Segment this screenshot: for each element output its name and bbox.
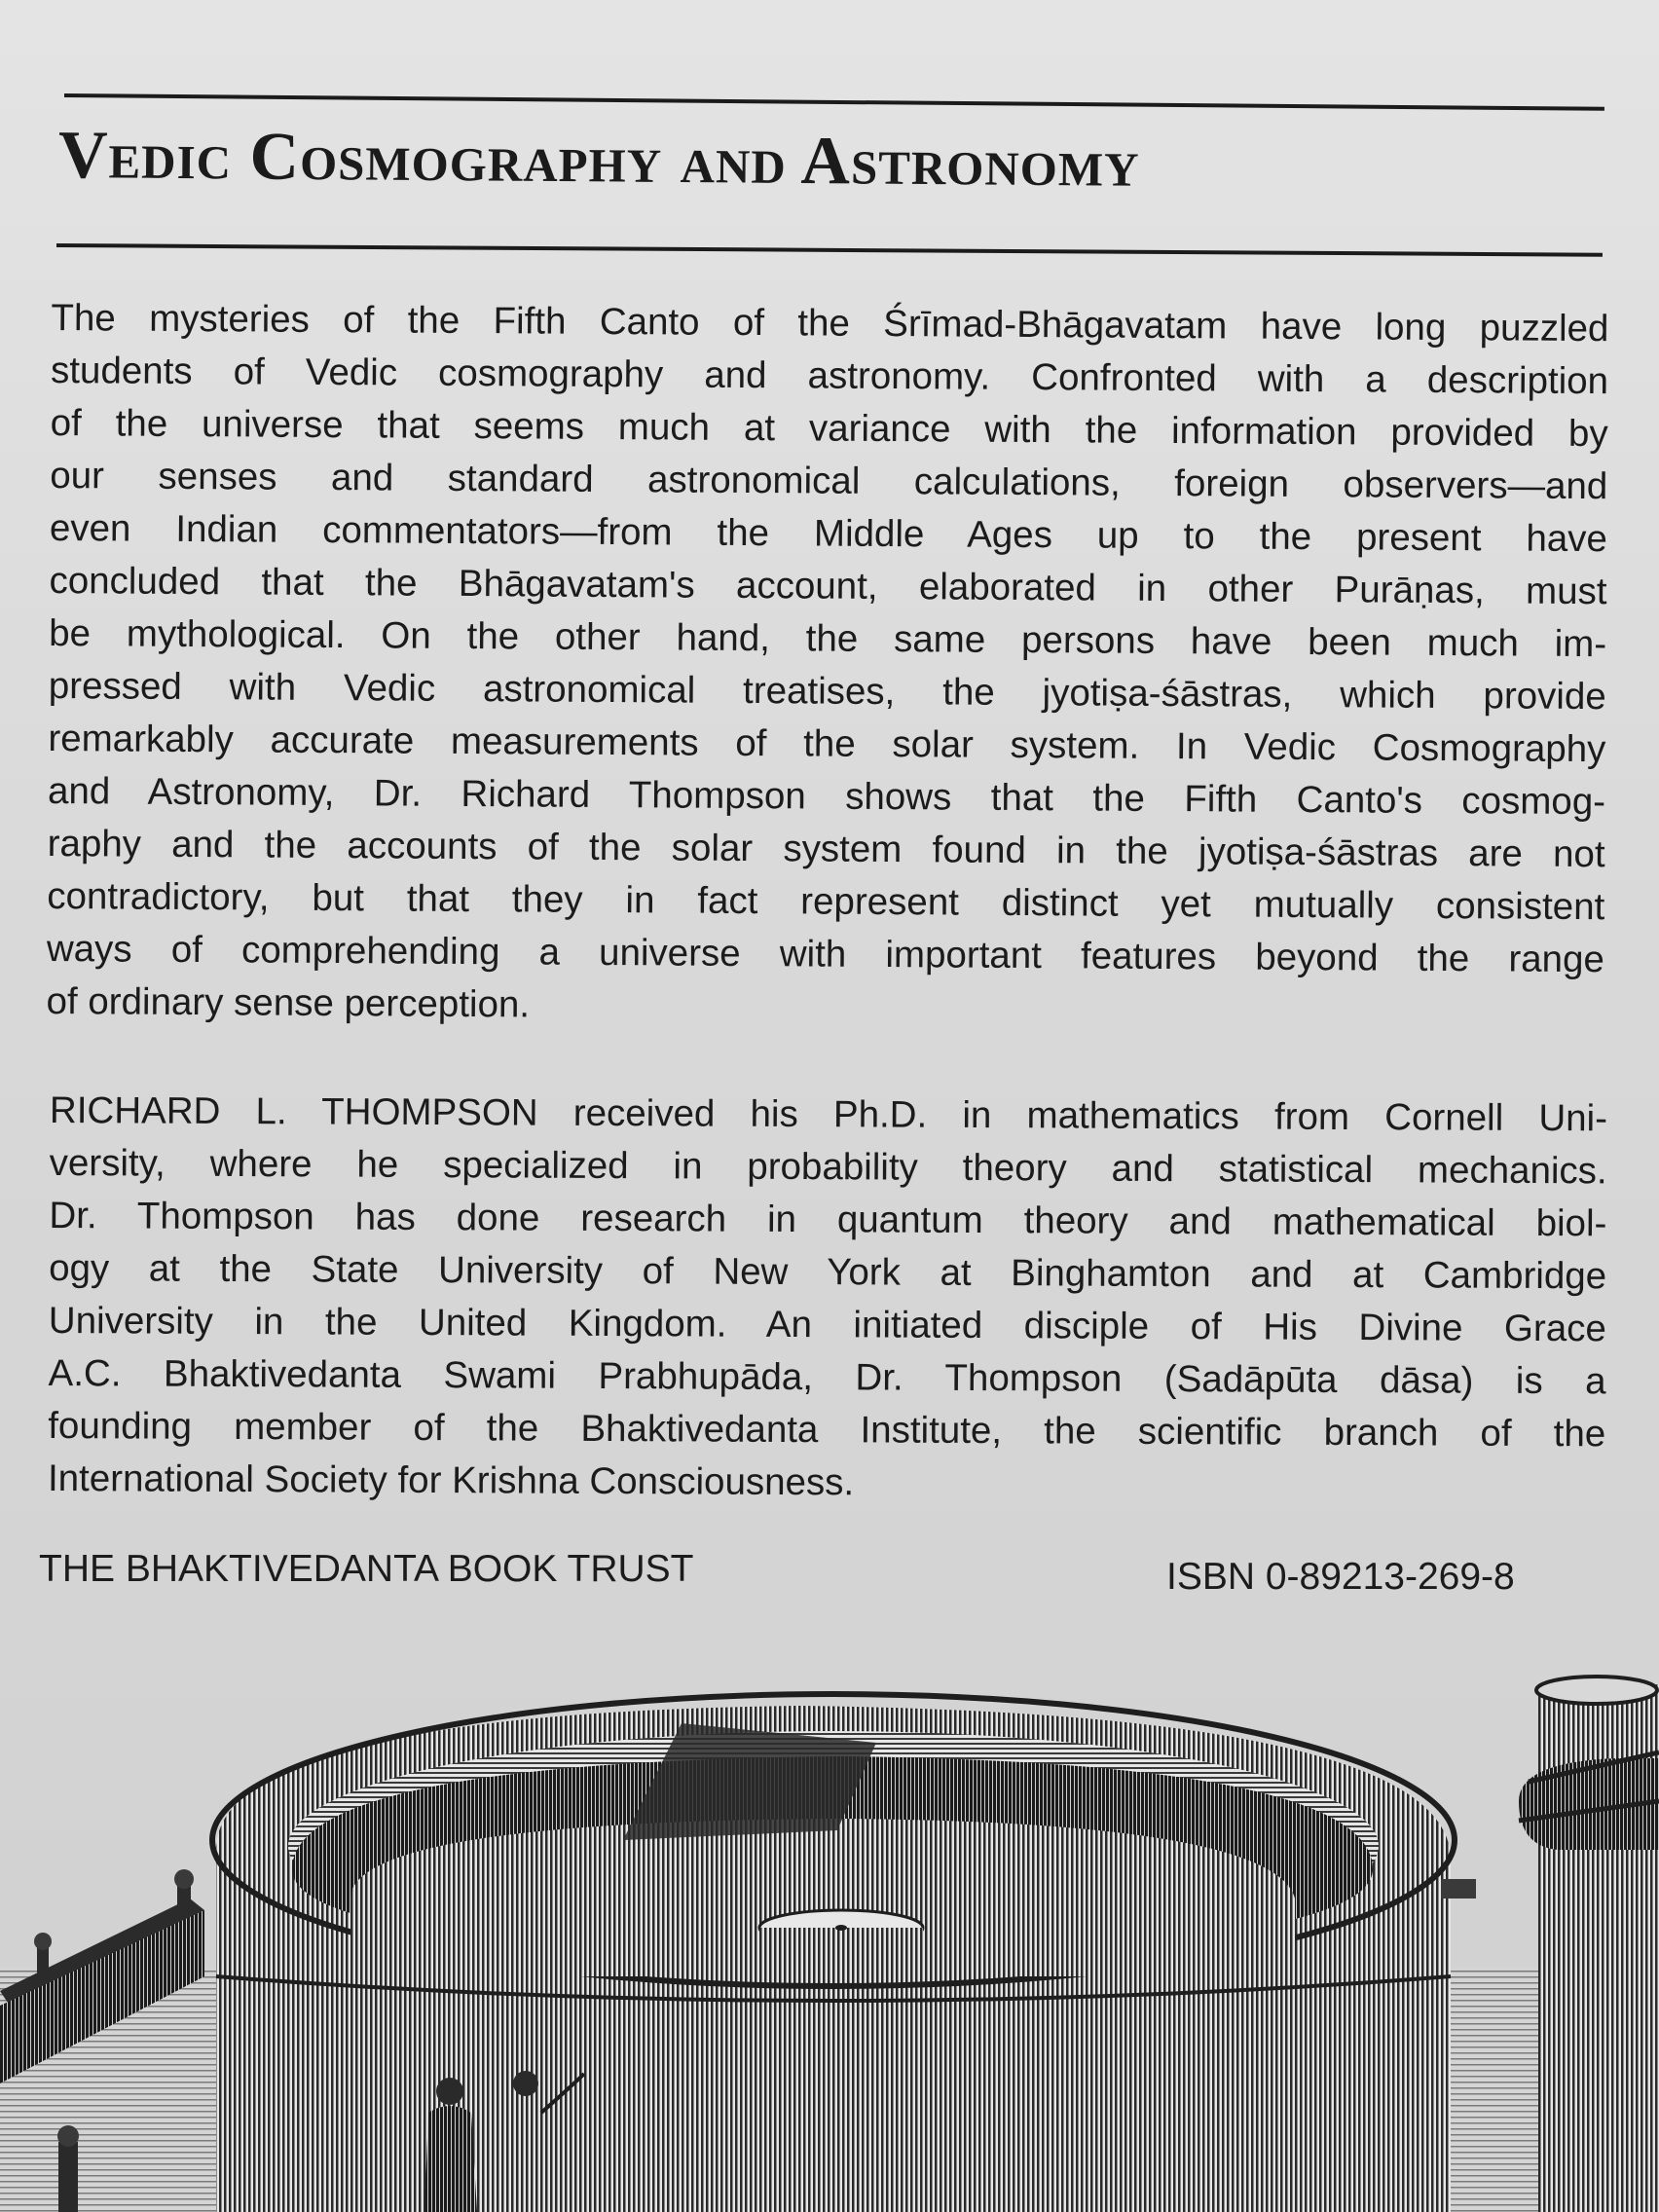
description-line: be mythological. On the other hand, the same persons have been much im-	[49, 612, 1607, 666]
bio-line: International Society for Krishna Consciousness.	[47, 1456, 855, 1504]
description-line: even Indian commentators—from the Middle Ages up to the present have	[49, 507, 1608, 561]
description-line: contradictory, but that they in fact represent distinct yet mutually consistent	[47, 874, 1605, 929]
description-line: ways of comprehending a universe with important features beyond the range	[46, 927, 1605, 981]
right-instrument-tower	[1519, 1677, 1659, 2212]
description-line: raphy and the accounts of the solar system found in the jyotiṣa-śāstras are not	[47, 822, 1605, 876]
top-rule	[64, 93, 1604, 111]
book-description	[46, 292, 1608, 1039]
bio-line: RICHARD L. THOMPSON received his Ph.D. in mathematics from Cornell Uni-	[49, 1089, 1608, 1140]
publisher-name: THE BHAKTIVEDANTA BOOK TRUST	[39, 1548, 694, 1590]
bottom-rule	[56, 243, 1603, 257]
description-line: pressed with Vedic astronomical treatises, the jyotiṣa-śāstras, which provide	[48, 664, 1606, 719]
description-line: students of Vedic cosmography and astronomy. Confronted with a description	[50, 350, 1609, 403]
left-post	[57, 2125, 79, 2212]
description-line: our senses and standard astronomical calculations, foreign observers—and	[50, 455, 1608, 508]
isbn-number: ISBN 0-89213-269-8	[1166, 1556, 1515, 1598]
description-line: and Astronomy, Dr. Richard Thompson shows that the Fifth Canto's cosmog-	[47, 769, 1606, 824]
bio-line: University in the United Kingdom. An initiated disciple of His Divine Grace	[48, 1299, 1606, 1350]
bio-line: founding member of the Bhaktivedanta Institute, the scientific branch of the	[48, 1404, 1606, 1456]
bio-line: Dr. Thompson has done research in quantum theory and mathematical biol-	[49, 1195, 1607, 1245]
description-line: The mysteries of the Fifth Canto of the Śrīmad-Bhāgavatam have long puzzled	[51, 297, 1609, 350]
bio-line: versity, where he specialized in probability theory and statistical mechanics.	[49, 1142, 1607, 1193]
author-bio	[48, 1085, 1607, 1513]
description-line: of ordinary sense perception.	[46, 979, 531, 1026]
bio-line: ogy at the State University of New York at Binghamton and at Cambridge	[49, 1247, 1607, 1298]
circular-observatory-wall	[212, 1694, 1476, 2212]
bio-line: A.C. Bhaktivedanta Swami Prabhupāda, Dr. Thompson (Sadāpūta dāsa) is a	[48, 1351, 1606, 1403]
description-line: remarkably accurate measurements of the solar system. In Vedic Cosmography	[48, 717, 1606, 771]
description-line: concluded that the Bhāgavatam's account, elaborated in other Purāṇas, must	[49, 560, 1607, 613]
description-line: of the universe that seems much at variance with the information provided by	[50, 402, 1608, 456]
book-title: Vedic Cosmography and Astronomy	[57, 118, 1140, 202]
observatory-engraving	[0, 1655, 1659, 2212]
